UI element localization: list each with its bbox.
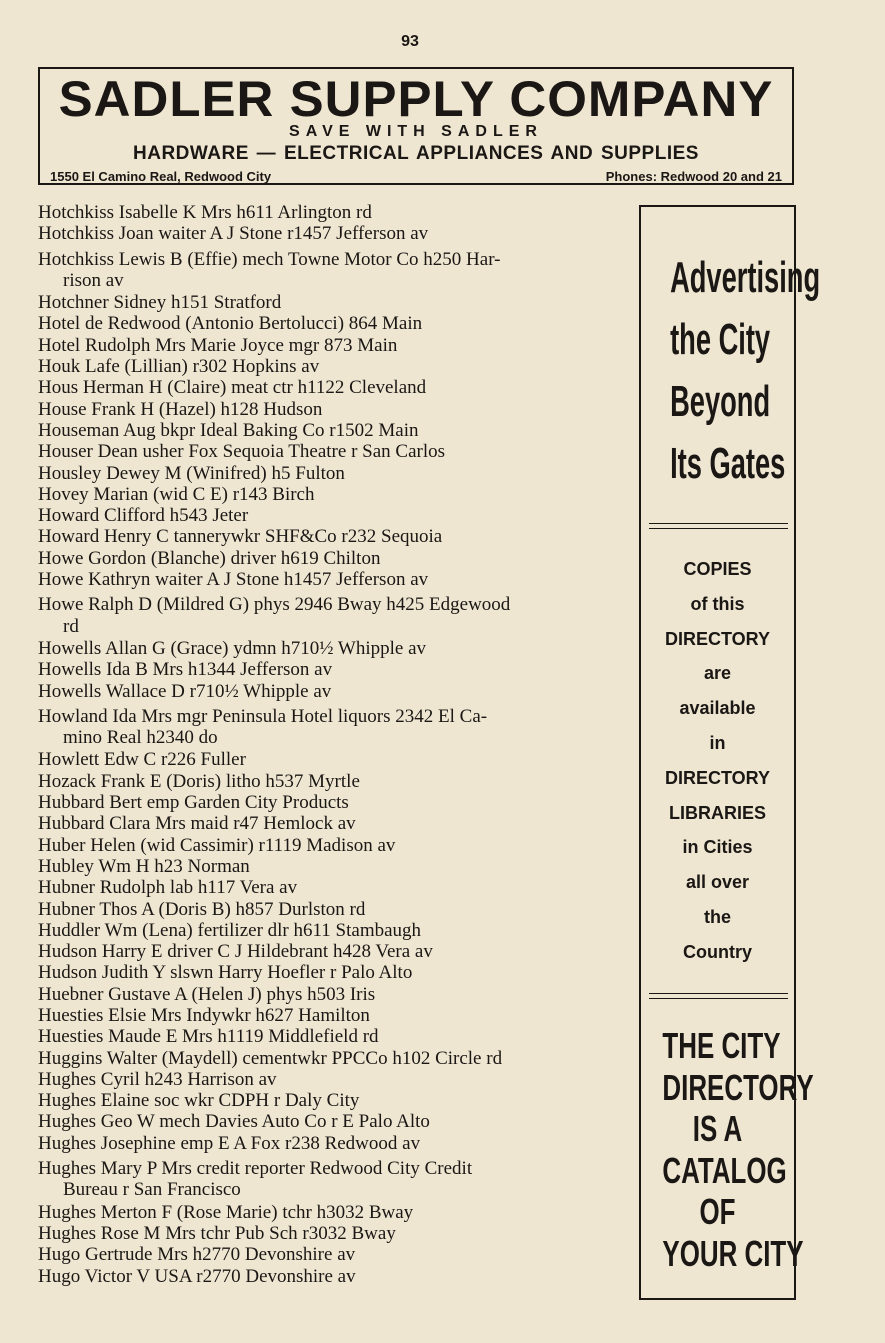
entry-continuation: Bureau r San Francisco <box>63 1179 241 1201</box>
entry-text: Hubley Wm H h23 Norman <box>38 855 250 877</box>
ad-company-name: SADLER SUPPLY COMPANY <box>58 71 774 127</box>
entry-text: Hous Herman H (Claire) meat ctr h1122 Cleveland <box>38 377 427 399</box>
entry-text: Hotchkiss Joan waiter A J Stone r1457 Jefferson av <box>38 223 429 245</box>
side-ad-notice-line: COPIES <box>683 559 752 579</box>
directory-entry <box>38 899 628 920</box>
directory-entry <box>38 1223 628 1244</box>
entry-text: Huesties Elsie Mrs Indywkr h627 Hamilton <box>38 1004 370 1026</box>
directory-entry <box>38 1090 628 1111</box>
side-ad-headline-line: Beyond <box>670 377 771 426</box>
directory-entry <box>38 749 628 770</box>
directory-entry <box>38 835 628 856</box>
directory-entry <box>38 420 628 441</box>
entry-text: Hubbard Bert emp Garden City Products <box>38 792 349 814</box>
directory-entry <box>38 249 628 292</box>
entry-text: Hudson Harry E driver C J Hildebrant h428 Vera av <box>38 941 433 963</box>
entry-text: Howe Gordon (Blanche) driver h619 Chilton <box>38 547 381 569</box>
directory-entry <box>38 1133 628 1154</box>
directory-entry <box>38 1244 628 1265</box>
directory-entry <box>38 984 628 1005</box>
directory-entry <box>38 292 628 313</box>
ad-address: 1550 El Camino Real, Redwood City <box>50 169 272 184</box>
side-ad-catalog-slogan <box>641 1025 814 1275</box>
side-ad-notice-line: all over <box>685 872 750 893</box>
directory-entry <box>38 1202 628 1223</box>
entry-text: Howells Allan G (Grace) ydmn h710½ Whipple av <box>38 637 427 659</box>
side-ad-divider <box>649 993 788 999</box>
entry-text: Houser Dean usher Fox Sequoia Theatre r San Carlos <box>38 441 445 463</box>
directory-entry <box>38 771 628 792</box>
entry-text: Howland Ida Mrs mgr Peninsula Hotel liquors 2342 El Ca- <box>38 705 488 727</box>
entry-text: Hubbard Clara Mrs maid r47 Hemlock av <box>38 813 356 835</box>
entry-text: Huesties Maude E Mrs h1119 Middlefield rd <box>38 1026 379 1048</box>
directory-entry <box>38 377 628 398</box>
directory-entry <box>38 792 628 813</box>
entry-text: Hotchner Sidney h151 Stratford <box>38 292 282 314</box>
ad-tagline: SAVE WITH SADLER <box>289 123 543 140</box>
directory-entry <box>38 594 628 637</box>
entry-continuation: rison av <box>63 269 124 291</box>
entry-text: Howe Ralph D (Mildred G) phys 2946 Bway h425 Edgewood <box>38 594 511 616</box>
directory-entry <box>38 441 628 462</box>
entry-text: Hugo Gertrude Mrs h2770 Devonshire av <box>38 1244 356 1266</box>
side-advertisement <box>639 205 821 1300</box>
side-ad-notice-line: the <box>704 906 731 927</box>
entry-text: Hughes Merton F (Rose Marie) tchr h3032 Bway <box>38 1201 414 1223</box>
entry-text: Hotel de Redwood (Antonio Bertolucci) 864 Main <box>38 313 423 335</box>
entry-text: Hubner Thos A (Doris B) h857 Durlston rd <box>38 898 366 920</box>
entry-text: Houk Lafe (Lillian) r302 Hopkins av <box>38 356 320 378</box>
entry-text: House Frank H (Hazel) h128 Hudson <box>38 398 323 420</box>
directory-entry <box>38 856 628 877</box>
directory-entry <box>38 659 628 680</box>
entry-text: Hotchkiss Isabelle K Mrs h611 Arlington rd <box>38 202 372 223</box>
side-ad-headline <box>641 247 821 495</box>
entry-text: Hovey Marian (wid C E) r143 Birch <box>38 483 315 505</box>
directory-entry <box>38 1005 628 1026</box>
directory-entry <box>38 335 628 356</box>
directory-entry <box>38 548 628 569</box>
side-ad-slogan-line: OF <box>699 1191 736 1233</box>
directory-entry <box>38 463 628 484</box>
side-ad-slogan-line: IS A <box>692 1108 743 1150</box>
ad-products: HARDWARE — ELECTRICAL APPLIANCES AND SUPPLIES <box>133 143 699 164</box>
side-ad-notice-line: are <box>703 663 732 684</box>
ad-phones: Phones: Redwood 20 and 21 <box>605 169 782 184</box>
entry-text: Hozack Frank E (Doris) litho h537 Myrtle <box>38 770 360 792</box>
entry-text: Houseman Aug bkpr Ideal Baking Co r1502 Main <box>38 419 419 441</box>
header-advertisement <box>38 67 794 185</box>
entry-text: Hugo Victor V USA r2770 Devonshire av <box>38 1265 356 1287</box>
entry-text: Huggins Walter (Maydell) cementwkr PPCCo h102 Circle rd <box>38 1047 503 1069</box>
side-ad-notice-line: DIRECTORY <box>664 767 770 788</box>
entry-text: Hughes Mary P Mrs credit reporter Redwood City Credit <box>38 1158 473 1180</box>
side-ad-slogan-line: DIRECTORY <box>662 1066 814 1108</box>
directory-entry <box>38 1048 628 1069</box>
side-ad-notice-line: DIRECTORY <box>664 628 770 649</box>
side-ad-slogan-line: CATALOG <box>662 1149 787 1191</box>
entry-text: Hughes Josephine emp E A Fox r238 Redwood av <box>38 1132 421 1154</box>
directory-entry <box>38 1266 628 1287</box>
entry-text: Hotel Rudolph Mrs Marie Joyce mgr 873 Main <box>38 334 398 356</box>
directory-entry <box>38 1158 628 1201</box>
side-ad-notice-line: available <box>679 698 756 719</box>
entry-text: Huber Helen (wid Cassimir) r1119 Madison av <box>38 834 396 856</box>
directory-entry <box>38 526 628 547</box>
directory-entry <box>38 569 628 590</box>
entry-text: Howells Ida B Mrs h1344 Jefferson av <box>38 659 333 681</box>
entry-text: Howlett Edw C r226 Fuller <box>38 749 246 771</box>
directory-entry <box>38 638 628 659</box>
entry-text: Huebner Gustave A (Helen J) phys h503 Iris <box>38 983 376 1005</box>
entry-text: Hughes Elaine soc wkr CDPH r Daly City <box>38 1090 360 1112</box>
side-ad-notice-line: in <box>709 732 726 753</box>
directory-entry <box>38 920 628 941</box>
entry-text: Hughes Rose M Mrs tchr Pub Sch r3032 Bway <box>38 1222 396 1244</box>
entry-text: Hughes Cyril h243 Harrison av <box>38 1068 277 1090</box>
entry-text: Housley Dewey M (Winifred) h5 Fulton <box>38 462 345 484</box>
directory-entry <box>38 399 628 420</box>
entry-continuation: mino Real h2340 do <box>63 727 218 749</box>
side-ad-headline-line: Its Gates <box>670 439 786 488</box>
entry-text: Howard Clifford h543 Jeter <box>38 505 249 527</box>
side-ad-divider <box>649 523 788 529</box>
directory-entry <box>38 962 628 983</box>
entry-text: Huddler Wm (Lena) fertilizer dlr h611 Stambaugh <box>38 919 422 941</box>
directory-entry <box>38 223 628 244</box>
directory-entry <box>38 681 628 702</box>
entry-text: Hotchkiss Lewis B (Effie) mech Towne Motor Co h250 Har- <box>38 248 501 270</box>
directory-entry <box>38 505 628 526</box>
side-ad-slogan-line: YOUR CITY <box>662 1232 804 1274</box>
directory-entry <box>38 1069 628 1090</box>
directory-entry <box>38 1111 628 1132</box>
entry-text: Howells Wallace D r710½ Whipple av <box>38 680 332 702</box>
side-ad-headline-line: Advertising <box>670 253 821 302</box>
directory-entry <box>38 484 628 505</box>
side-ad-notice-line: LIBRARIES <box>668 802 766 823</box>
directory-entry <box>38 813 628 834</box>
directory-entry <box>38 313 628 334</box>
directory-entry <box>38 1026 628 1047</box>
side-ad-notice-line: Country <box>683 941 752 962</box>
directory-listings <box>38 202 628 1287</box>
entry-text: Howard Henry C tannerywkr SHF&Co r232 Sequoia <box>38 526 443 548</box>
side-ad-slogan-line: THE CITY <box>662 1025 781 1066</box>
entry-text: Howe Kathryn waiter A J Stone h1457 Jefferson av <box>38 569 429 591</box>
entry-text: Hudson Judith Y slswn Harry Hoefler r Palo Alto <box>38 962 413 984</box>
side-ad-notice-line: of this <box>690 593 745 614</box>
side-ad-headline-line: the City <box>670 315 771 364</box>
directory-entry <box>38 941 628 962</box>
entry-text: Hughes Geo W mech Davies Auto Co r E Palo Alto <box>38 1111 430 1133</box>
directory-entry <box>38 706 628 749</box>
side-ad-copies-notice <box>641 552 794 970</box>
directory-entry <box>38 877 628 898</box>
directory-entry <box>38 202 628 223</box>
directory-entry <box>38 356 628 377</box>
side-ad-notice-line: in Cities <box>682 837 753 858</box>
entry-continuation: rd <box>63 615 79 637</box>
page-number: 93 <box>401 33 419 50</box>
entry-text: Hubner Rudolph lab h117 Vera av <box>38 877 298 899</box>
